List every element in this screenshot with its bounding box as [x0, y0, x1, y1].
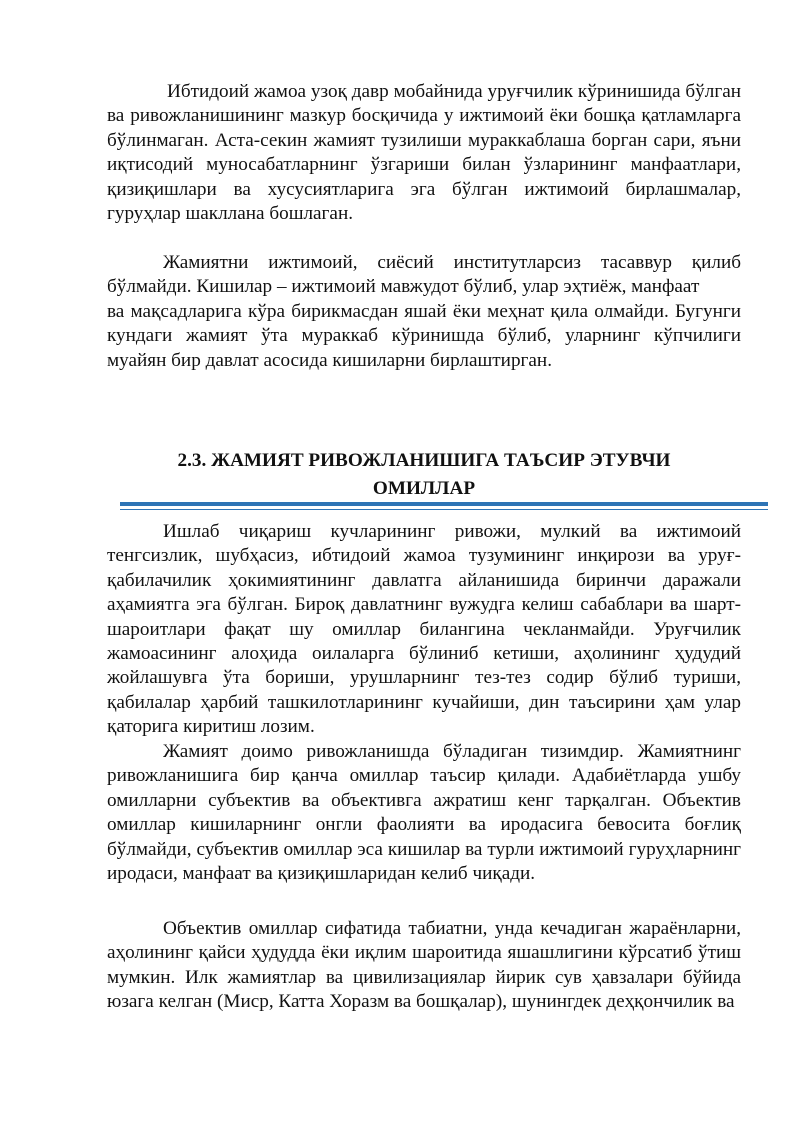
heading-rule-thin [120, 509, 768, 510]
section-heading-line-1: 2.3. ЖАМИЯТ РИВОЖЛАНИШИГА ТАЪСИР ЭТУВЧИ [177, 450, 671, 471]
paragraph-2-part-1: Жамиятни ижтимоий, сиёсий институтларсиз тасаввур қилиб бўлмайди. Кишилар – ижтимоий мавжудот бўлиб, улар эҳтиёж, манфаат [107, 252, 741, 298]
paragraph-3: Ишлаб чиқариш кучларининг ривожи, мулкий ва ижтимоий тенгсизлик, шубҳасиз, ибтидоий жамоа тузумининг инқирози ва уруғ-қабилачилик ҳокимиятининг давлатга айланишида биринчи даражали аҳамиятга эга бўлган. Бироқ давлатнинг вужудга келиш сабаблари ва шарт-шароитлари фақат шу омиллар билангина чекланмайди. Уруғчилик жамоасининг алоҳида оилаларга бўлиниб кетиши, аҳолининг ҳудудий жойлашувга ўта бориши, урушларнинг тез-тез содир бўлиб туриши, қабилалар ҳарбий ташкилотларининг кучайиши, дин таъсирини ҳам улар қаторига киритиш лозим. [107, 521, 741, 738]
heading-rule-thick [120, 502, 768, 506]
paragraph-5: Объектив омиллар сифатида табиатни, унда кечадиган жараёнларни, аҳолининг қайси ҳудудда ёки иқлим шароитида яшашлигини кўрсатиб ўтиш мумкин. Илк жамиятлар ва цивилизациялар йирик сув ҳавзалари бўйида юзага келган (Миср, Катта Хоразм ва бошқалар), шунингдек деҳқончилик ва [107, 918, 741, 1013]
paragraph-4: Жамият доимо ривожланишда бўладиган тизимдир. Жамиятнинг ривожланишига бир қанча омиллар таъсир қилади. Адабиётларда ушбу омилларни субъектив ва объективга ажратиш кенг тарқалган. Объектив омиллар кишиларнинг онгли фаолияти ва иродасига бевосита боғлиқ бўлмайди, субъектив омиллар эса кишилар ва турли ижтимоий гуруҳларнинг иродаси, манфаат ва қизиқишларидан келиб чиқади. [107, 741, 741, 885]
section-heading [107, 447, 741, 503]
section-heading-line-2: ОМИЛЛАР [372, 478, 476, 499]
paragraph-1: Ибтидоий жамоа узоқ давр мобайнида уруғчилик кўринишида бўлган ва ривожланишининг мазкур босқичида у ижтимоий ёки бошқа қатламларга бўлинмаган. Аста-секин жамият тузилиши мураккаблаша борган сари, яъни иқтисодий муносабатларнинг ўзгариши билан ўзларининг манфаатлари, қизиқишлари ва хусусиятларига эга бўлган ижтимоий бирлашмалар, гуруҳлар шакллана бошлаган. [107, 81, 741, 225]
paragraph-2 [107, 251, 741, 373]
paragraph-2-part-2: ва мақсадларига кўра бирикмасдан яшай ёки меҳнат қила олмайди. Бугунги кундаги жамият ўта мураккаб кўринишда бўлиб, уларнинг кўпчилиги муайян бир давлат асосида кишиларни бирлаштирган. [107, 300, 741, 371]
